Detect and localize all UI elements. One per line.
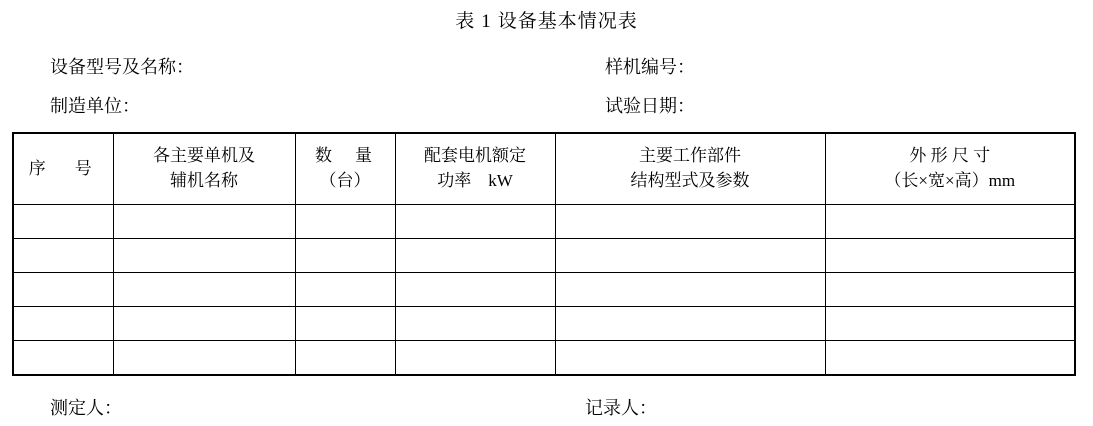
cell-serial[interactable] — [13, 273, 113, 307]
table-row — [13, 205, 1075, 239]
cell-motor-power[interactable] — [395, 273, 555, 307]
cell-structure[interactable] — [555, 273, 825, 307]
header-machine-line1: 各主要单机及 — [153, 146, 255, 166]
page-title — [0, 0, 1093, 33]
model-name-label: 设备型号及名称： — [50, 57, 194, 77]
cell-motor-power[interactable] — [395, 239, 555, 273]
spec-table-wrapper — [0, 132, 1093, 376]
cell-structure[interactable] — [555, 307, 825, 341]
header-cell-quantity — [295, 133, 395, 205]
cell-machine-name[interactable] — [113, 307, 295, 341]
header-dimensions-line2: （长×宽×高）mm — [884, 171, 1016, 190]
measurer-label: 测定人： — [50, 398, 122, 418]
cell-structure[interactable] — [555, 239, 825, 273]
cell-quantity[interactable] — [295, 205, 395, 239]
table-row — [13, 273, 1075, 307]
title-number: 1 — [481, 11, 492, 32]
cell-motor-power[interactable] — [395, 205, 555, 239]
header-machine-line2: 辅机名称 — [170, 171, 238, 190]
header-quantity-line1: 数 量 — [315, 146, 375, 166]
cell-quantity[interactable] — [295, 307, 395, 341]
sample-no-label: 样机编号： — [605, 57, 695, 77]
cell-serial[interactable] — [13, 205, 113, 239]
cell-machine-name[interactable] — [113, 239, 295, 273]
field-row-manufacturer — [0, 92, 1093, 118]
cell-dimensions[interactable] — [825, 341, 1075, 376]
cell-motor-power[interactable] — [395, 341, 555, 376]
title-prefix: 表 — [455, 11, 476, 32]
title-name: 设备基本情况表 — [497, 11, 638, 32]
header-cell-dimensions — [825, 133, 1075, 205]
header-cell-serial — [13, 133, 113, 205]
header-cell-motor-power — [395, 133, 555, 205]
table-header-row — [13, 133, 1075, 205]
cell-quantity[interactable] — [295, 239, 395, 273]
cell-quantity[interactable] — [295, 341, 395, 376]
footer-row — [0, 394, 1093, 420]
cell-machine-name[interactable] — [113, 341, 295, 376]
header-structure-line1: 主要工作部件 — [639, 146, 741, 166]
recorder-label: 记录人： — [585, 398, 657, 418]
header-structure-line2: 结构型式及参数 — [630, 171, 750, 190]
cell-machine-name[interactable] — [113, 273, 295, 307]
test-date-label: 试验日期： — [605, 96, 695, 116]
cell-dimensions[interactable] — [825, 205, 1075, 239]
header-motor-line2: 功率 kW — [437, 171, 513, 190]
cell-dimensions[interactable] — [825, 273, 1075, 307]
header-serial-line1: 序 号 — [28, 158, 98, 178]
header-cell-structure — [555, 133, 825, 205]
cell-dimensions[interactable] — [825, 239, 1075, 273]
cell-motor-power[interactable] — [395, 307, 555, 341]
cell-structure[interactable] — [555, 205, 825, 239]
equipment-spec-table — [12, 132, 1076, 376]
cell-quantity[interactable] — [295, 273, 395, 307]
cell-structure[interactable] — [555, 341, 825, 376]
cell-dimensions[interactable] — [825, 307, 1075, 341]
field-row-model — [0, 53, 1093, 79]
header-cell-machine-name — [113, 133, 295, 205]
cell-serial[interactable] — [13, 307, 113, 341]
table-row — [13, 307, 1075, 341]
table-row — [13, 239, 1075, 273]
header-dimensions-line1: 外 形 尺 寸 — [909, 146, 991, 166]
manufacturer-label: 制造单位： — [50, 96, 140, 116]
cell-serial[interactable] — [13, 239, 113, 273]
cell-serial[interactable] — [13, 341, 113, 376]
table-row — [13, 341, 1075, 376]
cell-machine-name[interactable] — [113, 205, 295, 239]
header-quantity-line2: （台） — [319, 171, 371, 190]
header-motor-line1: 配套电机额定 — [424, 146, 526, 166]
